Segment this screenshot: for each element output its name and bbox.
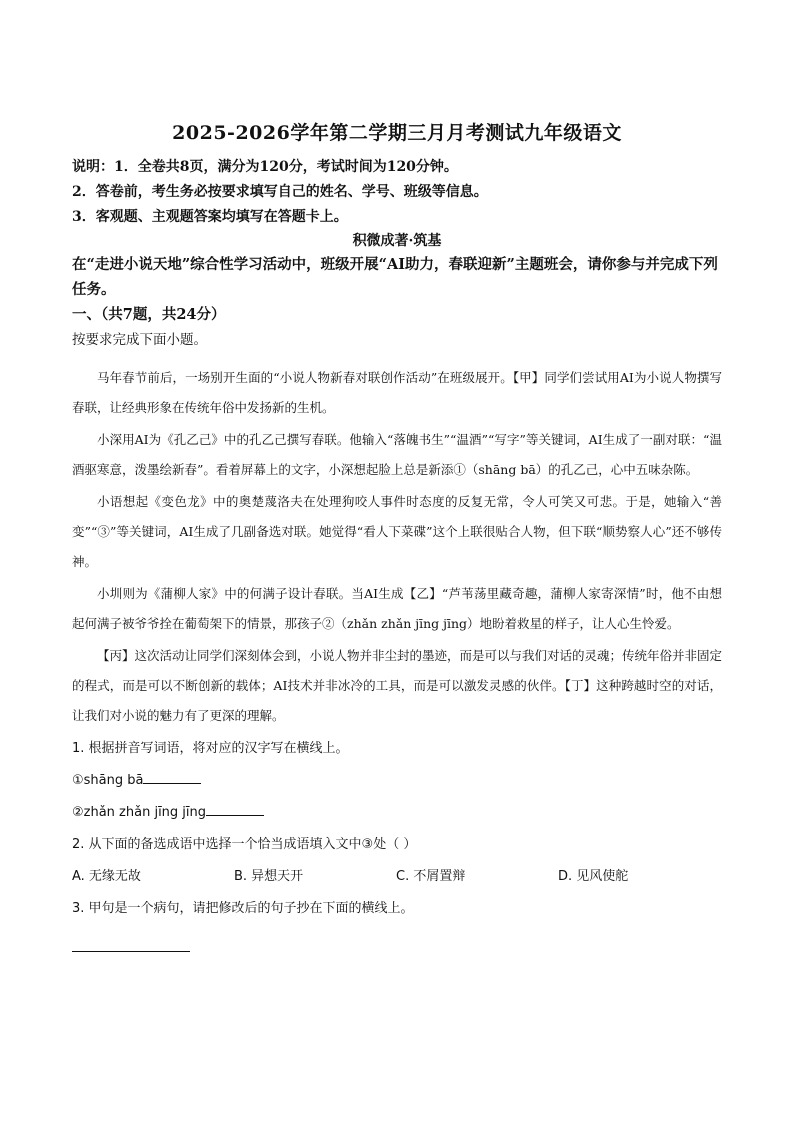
- section-title: 积微成著·筑基: [352, 233, 442, 249]
- question-2-options: [72, 861, 722, 893]
- question-1-item-b: [72, 797, 722, 829]
- answer-blank-1b[interactable]: [206, 801, 264, 816]
- passage-paragraph-1: 马年春节前后，一场别开生面的“小说人物新春对联创作活动”在班级展开。【甲】同学们尝试用AI为小说人物撰写春联，让经典形象在传统年俗中发扬新的生机。: [72, 370, 722, 415]
- question-1: 1. 根据拼音写词语，将对应的汉字写在横线上。: [72, 741, 349, 756]
- part-heading: 一、（共7题，共24分）: [72, 306, 226, 323]
- answer-blank-1a[interactable]: [143, 769, 201, 784]
- passage-paragraph-2: 小深用AI为《孔乙己》中的孔乙己撰写春联。他输入“落魄书生”“温酒”“写字”等关键词，AI生成了一副对联：“温酒驱寒意，泼墨绘新春”。看着屏幕上的文字，小深想起脸上总是新添①（shāng bā）的孔乙己，心中五味杂陈。: [72, 432, 722, 477]
- instruction-text: 按要求完成下面小题。: [72, 332, 207, 348]
- question-3: 3. 甲句是一个病句，请把修改后的句子抄在下面的横线上。: [72, 901, 414, 916]
- question-1-item-a: [72, 765, 722, 797]
- option-b[interactable]: B. 异想天开: [234, 869, 304, 884]
- answer-line-3[interactable]: [72, 925, 190, 952]
- option-d[interactable]: D. 见风使舵: [558, 869, 629, 884]
- question-2: 2. 从下面的备选成语中选择一个恰当成语填入文中③处（ ）: [72, 837, 417, 852]
- question-1-item-a-label: ①shāng bā: [72, 773, 144, 788]
- exam-note-1: 说明：1．全卷共8页，满分为120分，考试时间为120分钟。: [72, 159, 458, 175]
- exam-page: [72, 118, 722, 952]
- passage-paragraph-5: 【丙】这次活动让同学们深刻体会到，小说人物并非尘封的墨迹，而是可以与我们对话的灵魂；传统年俗并非固定的程式，而是可以不断创新的载体；AI技术并非冰冷的工具，而是可以激发灵感的伙伴。【丁】这种跨越时空的对话，让我们对小说的魅力有了更深的理解。: [72, 648, 723, 723]
- option-a[interactable]: A. 无缘无故: [72, 869, 141, 884]
- option-c[interactable]: C. 不屑置辩: [396, 869, 466, 884]
- passage-paragraph-4: 小圳则为《蒲柳人家》中的何满子设计春联。当AI生成【乙】“芦苇荡里藏奇趣，蒲柳人家寄深情”时，他不由想起何满子被爷爷拴在葡萄架下的情景，那孩子②（zhǎn zhǎn jīng jīng）地盼着救星的样子，让人心生怜爱。: [72, 586, 722, 631]
- exam-note-2: 2．答卷前，考生务必按要求填写自己的姓名、学号、班级等信息。: [72, 184, 488, 200]
- section-intro: 在“走进小说天地”综合性学习活动中，班级开展“AI助力，春联迎新”主题班会，请你参与并完成下列任务。: [72, 256, 718, 298]
- page-title: 2025-2026学年第二学期三月月考测试九年级语文: [172, 122, 622, 144]
- passage-paragraph-3: 小语想起《变色龙》中的奥楚蔑洛夫在处理狗咬人事件时态度的反复无常，令人可笑又可悲。于是，她输入“善变”“③”等关键词，AI生成了几副备选对联。她觉得“看人下菜碟”这个上联很贴合人物，但下联“顺势察人心”还不够传神。: [72, 494, 722, 569]
- exam-note-3: 3．客观题、主观题答案均填写在答题卡上。: [72, 209, 348, 225]
- question-1-item-b-label: ②zhǎn zhǎn jīng jīng: [72, 805, 207, 820]
